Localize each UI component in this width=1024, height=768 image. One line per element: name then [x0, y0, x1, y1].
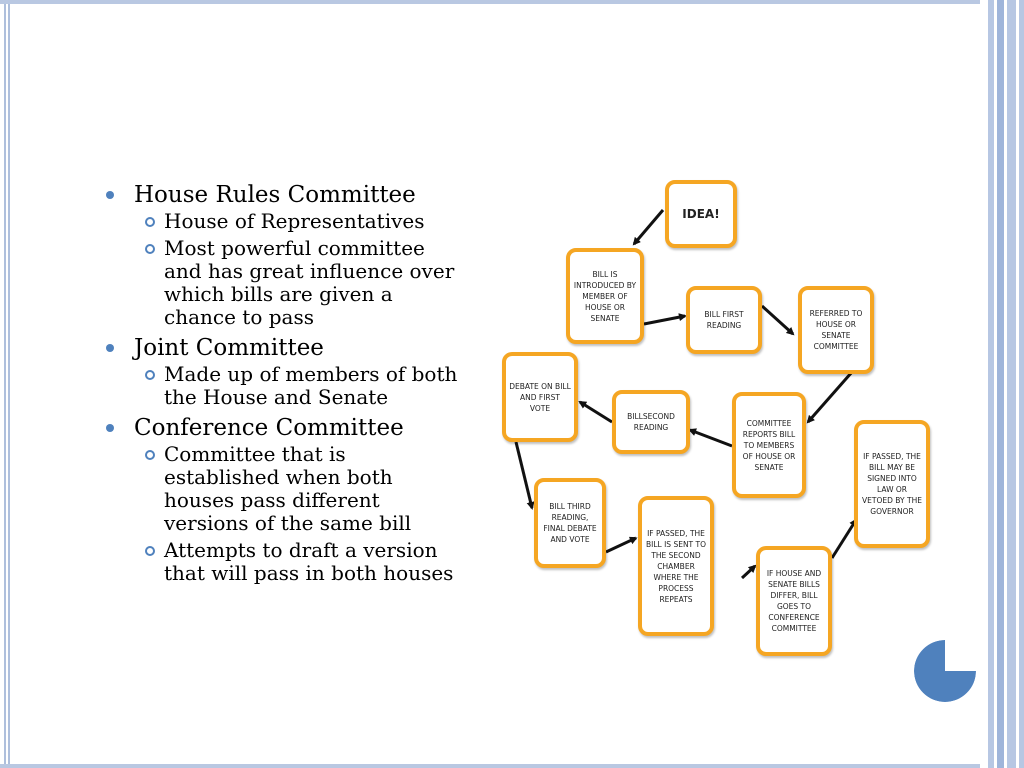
- flow-box-first-reading: BILL FIRST READING: [686, 286, 762, 354]
- arrow-second-chamber-to-conference: [742, 566, 755, 578]
- arrow-first-reading-to-referred: [762, 306, 793, 334]
- bullet-ring-icon: [145, 546, 155, 556]
- bullet-list: [104, 180, 464, 585]
- arrow-referred-to-committee-reports: [808, 372, 852, 422]
- arrow-second-reading-to-debate: [580, 402, 612, 422]
- arrow-third-reading-to-second-chamber: [606, 538, 636, 552]
- slide-frame-right: [980, 0, 1024, 768]
- arrow-introduced-to-first-reading: [644, 316, 685, 324]
- arrow-debate-to-third-reading: [516, 442, 532, 508]
- bullet-item-joint: [104, 333, 464, 409]
- arrow-conference-to-governor: [832, 520, 856, 558]
- bullet-content: [104, 180, 464, 589]
- flow-box-idea: IDEA!: [665, 180, 737, 248]
- sub-bullet-text: Made up of members of both the House and Senate: [164, 362, 458, 409]
- bullet-ring-icon: [145, 450, 155, 460]
- bullet-item-conference: [104, 413, 464, 585]
- sub-bullet-text: Most powerful committee and has great influence over which bills are given a chance to pass: [164, 236, 455, 329]
- sub-bullet-item: [134, 210, 464, 233]
- bullet-item-house-rules: [104, 180, 464, 329]
- sub-bullet-item: [134, 237, 464, 329]
- sub-bullet-list: [134, 210, 464, 329]
- flow-box-governor: IF PASSED, THE BILL MAY BE SIGNED INTO LAW OR VETOED BY THE GOVERNOR: [854, 420, 930, 548]
- bullet-text: Joint Committee: [134, 335, 324, 361]
- flow-box-introduced: BILL IS INTRODUCED BY MEMBER OF HOUSE OR SENATE: [566, 248, 644, 344]
- slide-frame-top: [0, 0, 1024, 4]
- sub-bullet-text: Committee that is established when both houses pass different versions of the same bill: [164, 442, 412, 535]
- flow-box-referred: REFERRED TO HOUSE OR SENATE COMMITTEE: [798, 286, 874, 374]
- bullet-ring-icon: [145, 217, 155, 227]
- sub-bullet-text: House of Representatives: [164, 209, 425, 233]
- bullet-ring-icon: [145, 370, 155, 380]
- bullet-ring-icon: [145, 244, 155, 254]
- flow-box-debate: DEBATE ON BILL AND FIRST VOTE: [502, 352, 578, 442]
- sub-bullet-text: Attempts to draft a version that will pass in both houses: [164, 538, 454, 585]
- sub-bullet-list: [134, 443, 464, 585]
- bullet-text: House Rules Committee: [134, 182, 416, 208]
- sub-bullet-item: [134, 539, 464, 585]
- bill-process-flowchart: [500, 176, 940, 658]
- bullet-dot-icon: [106, 344, 114, 352]
- flow-box-conference: IF HOUSE AND SENATE BILLS DIFFER, BILL GOES TO CONFERENCE COMMITTEE: [756, 546, 832, 656]
- flow-box-third-reading: BILL THIRD READING, FINAL DEBATE AND VOTE: [534, 478, 606, 568]
- arrow-idea-to-introduced: [634, 210, 663, 244]
- bullet-dot-icon: [106, 191, 114, 199]
- sub-bullet-item: [134, 363, 464, 409]
- bullet-dot-icon: [106, 424, 114, 432]
- arrow-committee-reports-to-second-reading: [690, 430, 732, 446]
- bullet-text: Conference Committee: [134, 415, 404, 441]
- sub-bullet-list: [134, 363, 464, 409]
- flow-box-second-reading: BILLSECOND READING: [612, 390, 690, 454]
- slide-frame-left: [0, 0, 10, 768]
- flow-box-committee-reports: COMMITTEE REPORTS BILL TO MEMBERS OF HOUSE OR SENATE: [732, 392, 806, 498]
- flow-box-second-chamber: IF PASSED, THE BILL IS SENT TO THE SECOND CHAMBER WHERE THE PROCESS REPEATS: [638, 496, 714, 636]
- sub-bullet-item: [134, 443, 464, 535]
- slide-frame-bottom: [0, 764, 1024, 768]
